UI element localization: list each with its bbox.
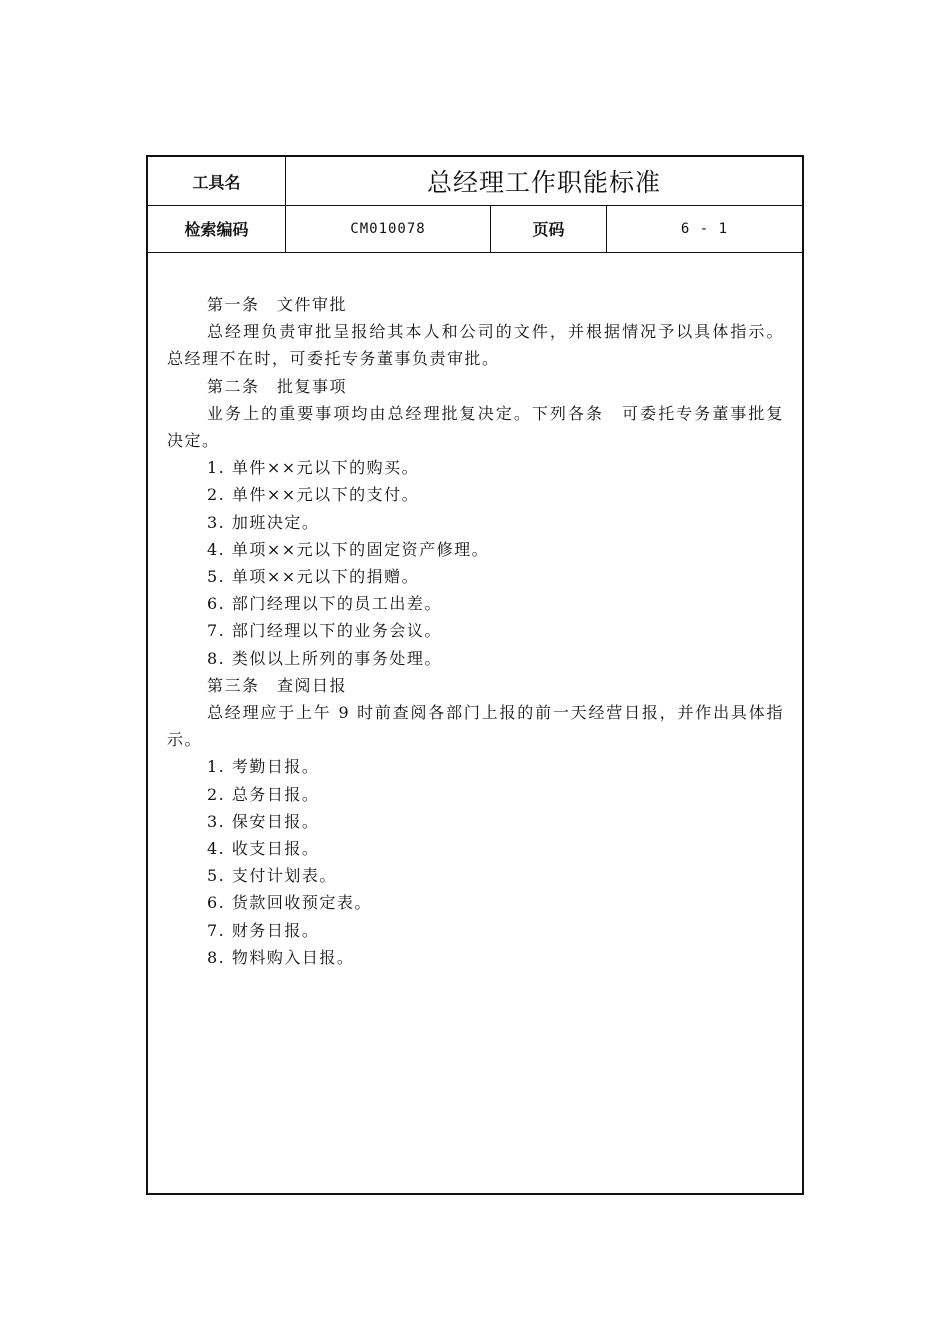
header-row-meta [148,205,802,253]
body-paragraph: 第一条 文件审批 [207,295,348,314]
body-paragraph: 总经理应于上午 9 时前查阅各部门上报的前一天经营日报，并作出具体指示。 [167,703,784,750]
body-paragraph: 1. 考勤日报。 [207,757,320,777]
body-paragraph: 6. 部门经理以下的员工出差。 [207,594,442,614]
body-paragraph: 8. 类似以上所列的事务处理。 [207,648,442,668]
search-code-label: 检索编码 [148,205,286,252]
body-paragraph: 4. 单项××元以下的固定资产修理。 [207,539,490,559]
body-paragraph: 3. 加班决定。 [207,512,320,532]
body-paragraph: 总经理负责审批呈报给其本人和公司的文件，并根据情况予以具体指示。总经理不在时，可委托专务董事负责审批。 [167,322,784,369]
body-paragraph: 5. 单项××元以下的捐赠。 [207,567,420,587]
body-paragraph: 业务上的重要事项均由总经理批复决定。下列各条 可委托专务董事批复决定。 [167,403,784,451]
document-form [146,155,804,1195]
body-paragraph: 2. 单件××元以下的支付。 [207,485,420,505]
body-paragraph: 5. 支付计划表。 [207,866,337,886]
tool-name-label: 工具名 [148,157,286,205]
body-paragraph: 6. 货款回收预定表。 [207,893,372,913]
body-paragraph: 4. 收支日报。 [207,839,320,859]
body-paragraph: 8. 物料购入日报。 [207,947,355,967]
body-paragraph: 第三条 查阅日报 [207,675,348,695]
body-paragraph: 2. 总务日报。 [207,784,320,804]
search-code-value: CM010078 [286,205,491,252]
body-paragraph: 3. 保安日报。 [207,811,320,831]
header-row-title [148,157,802,206]
body-paragraph: 7. 财务日报。 [207,920,320,940]
body-paragraph: 第二条 批复事项 [207,376,348,396]
body-paragraph: 7. 部门经理以下的业务会议。 [207,621,442,641]
page-value: 6 - 1 [680,220,729,237]
document-title: 总经理工作职能标准 [426,168,661,197]
page-label: 页码 [491,205,607,252]
body-paragraph: 1. 单件××元以下的购买。 [207,458,420,478]
document-body [167,291,784,971]
